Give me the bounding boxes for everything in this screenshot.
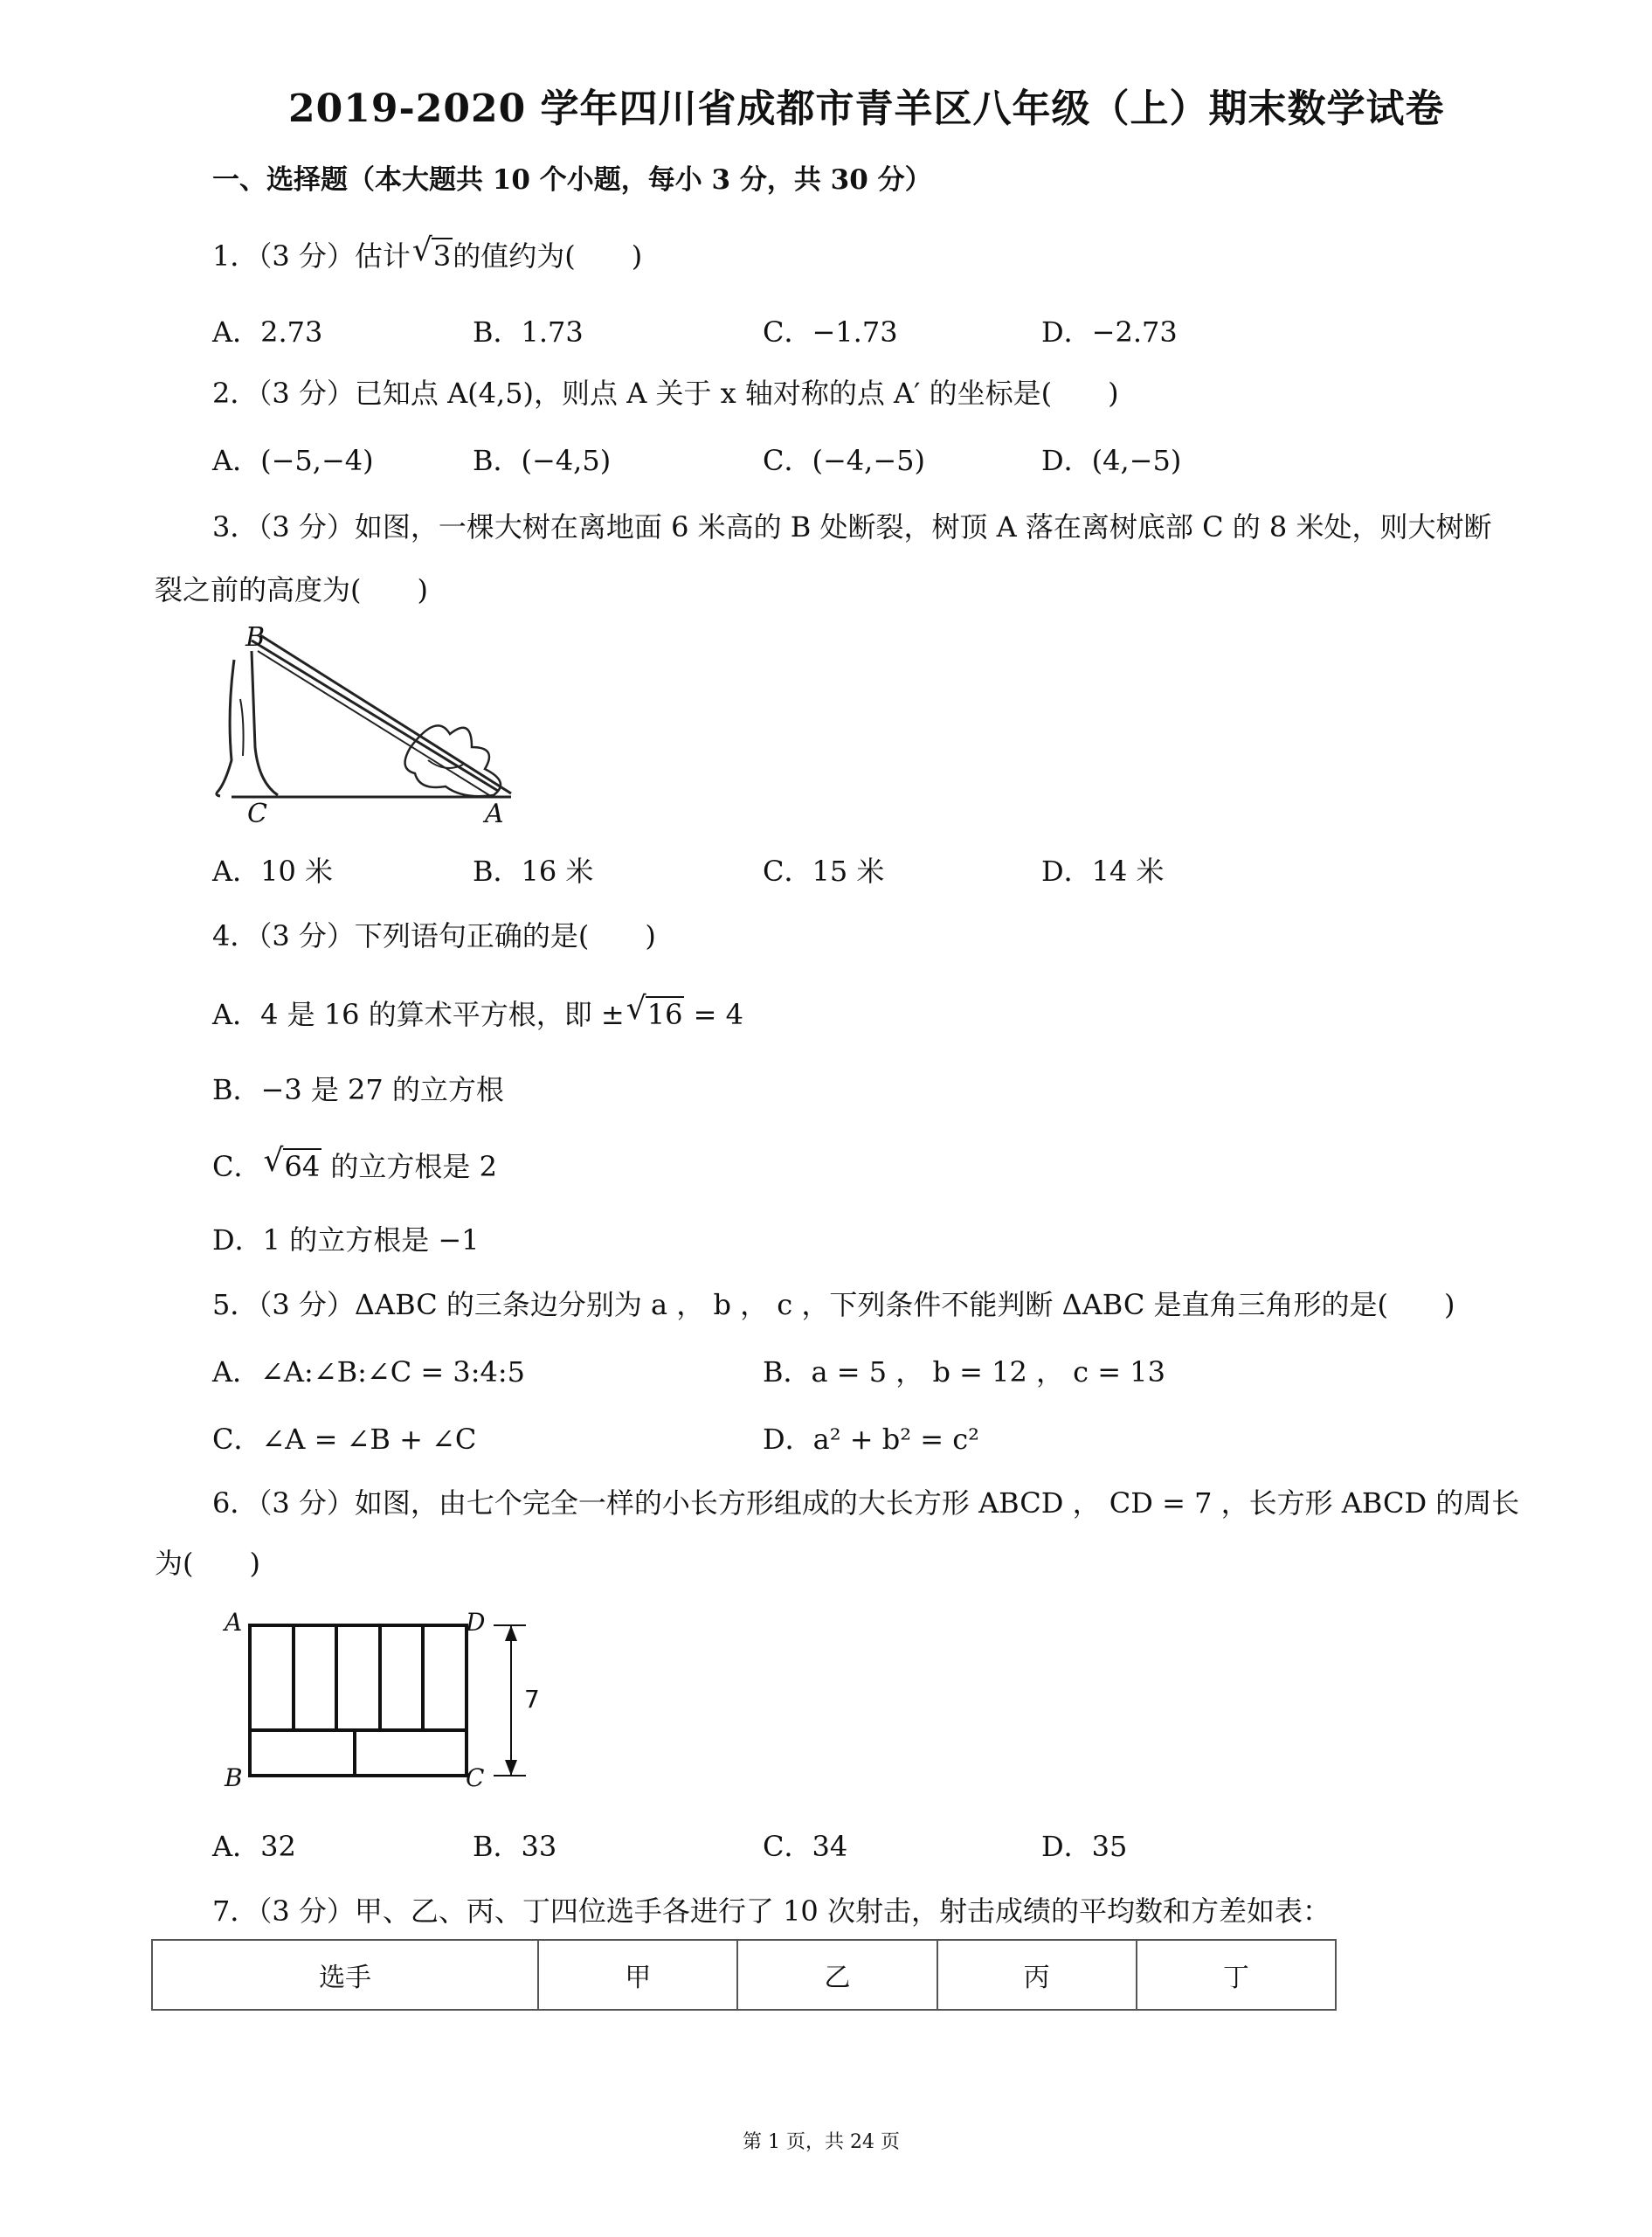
q1-option-a: A．2.73	[212, 315, 323, 349]
question-7: 7．（3 分）甲、乙、丙、丁四位选手各进行了 10 次射击，射击成绩的平均数和方差如表：	[212, 1894, 1331, 1928]
q6-option-a: A．32	[212, 1830, 296, 1863]
fig6-label-a: A	[225, 1608, 243, 1637]
fig3-label-c: C	[247, 799, 267, 829]
q5-option-c: C．∠A = ∠B + ∠C	[212, 1423, 477, 1456]
q3-option-b: B．16 米	[473, 855, 594, 888]
scores-table	[151, 1939, 1337, 2011]
fig3-label-b: B	[245, 622, 266, 653]
q4-option-d: D．1 的立方根是 −1	[212, 1223, 480, 1257]
table-row	[152, 1940, 1336, 2010]
q1-option-b: B．1.73	[473, 315, 584, 349]
fig6-label-d: D	[466, 1608, 486, 1637]
q2-option-a: A．(−5,−4)	[212, 444, 374, 477]
question-3-line-1: 3．（3 分）如图，一棵大树在离地面 6 米高的 B 处断裂，树顶 A 落在离树底部 C 的 8 米处，则大树断	[212, 510, 1492, 544]
q6-option-d: D．35	[1041, 1830, 1128, 1863]
q1-radicand: 3	[432, 239, 452, 273]
q5-option-b: B．a = 5 ， b = 12 ， c = 13	[763, 1355, 1165, 1389]
question-3-line-2: 裂之前的高度为( )	[155, 573, 428, 606]
q3-option-a: A．10 米	[212, 855, 334, 888]
question-6-line-2: 为( )	[155, 1547, 260, 1580]
question-4: 4．（3 分）下列语句正确的是( )	[212, 919, 656, 952]
q6-option-c: C．34	[763, 1830, 848, 1863]
q1-option-d: D．−2.73	[1041, 315, 1178, 349]
q1-stem-b: 的值约为( )	[453, 239, 643, 273]
q1-stem-a: 1．（3 分）估计	[212, 239, 411, 273]
question-2: 2．（3 分）已知点 A(4,5)，则点 A 关于 x 轴对称的点 A′ 的坐标是( )	[212, 377, 1119, 410]
page-title: 2019-2020 学年四川省成都市青羊区八年级（上）期末数学试卷	[288, 87, 1445, 131]
q4-opt-a-tail: = 4	[684, 998, 743, 1031]
fig3-label-a: A	[485, 799, 504, 829]
q2-option-d: D．(4,−5)	[1041, 444, 1182, 477]
q4-opt-a-radicand: 16	[646, 998, 683, 1031]
q4-option-a	[212, 993, 743, 1033]
q4-option-b: B．−3 是 27 的立方根	[212, 1073, 504, 1106]
question-6-line-1: 6．（3 分）如图，由七个完全一样的小长方形组成的大长方形 ABCD ， CD = 7 ，长方形 ABCD 的周长	[212, 1486, 1520, 1520]
q1-option-c: C．−1.73	[763, 315, 898, 349]
table-header-cell: 乙	[737, 1940, 937, 2010]
q4-opt-c-tail: 的立方根是 2	[321, 1150, 497, 1183]
q2-option-c: C．(−4,−5)	[763, 444, 925, 477]
question-5: 5．（3 分）ΔABC 的三条边分别为 a ， b ， c ，下列条件不能判断 ΔABC 是直角三角形的是( )	[212, 1288, 1455, 1321]
table-header-cell: 丙	[937, 1940, 1137, 2010]
q4-opt-a-text: A．4 是 16 的算术平方根，即 ±	[212, 998, 625, 1031]
table-header-cell: 甲	[538, 1940, 737, 2010]
q5-option-a: A．∠A:∠B:∠C = 3:4:5	[212, 1355, 526, 1389]
q6-option-b: B．33	[473, 1830, 557, 1863]
q2-option-b: B．(−4,5)	[473, 444, 612, 477]
q4-opt-c-radicand: 64	[284, 1150, 321, 1183]
table-header-cell: 选手	[152, 1940, 538, 2010]
rectangle-figure	[236, 1617, 559, 1791]
q4-opt-c-text: C．	[212, 1150, 262, 1183]
sqrt-symbol: √ 64	[263, 1143, 321, 1183]
question-1	[212, 234, 642, 274]
section-heading: 一、选择题（本大题共 10 个小题，每小 3 分，共 30 分）	[212, 164, 932, 196]
fig6-dimension-label: 7	[524, 1685, 540, 1714]
q4-option-c	[212, 1145, 497, 1185]
fig6-label-c: C	[466, 1763, 485, 1792]
sqrt-symbol: √ 16	[626, 991, 683, 1031]
q3-option-c: C．15 米	[763, 855, 885, 888]
q3-option-d: D．14 米	[1041, 855, 1165, 888]
sqrt-symbol: √ 3	[411, 232, 452, 273]
table-header-cell: 丁	[1137, 1940, 1336, 2010]
fig6-label-b: B	[225, 1763, 243, 1792]
page-footer: 第 1 页，共 24 页	[743, 2131, 900, 2153]
q5-option-d: D．a² + b² = c²	[763, 1423, 979, 1456]
